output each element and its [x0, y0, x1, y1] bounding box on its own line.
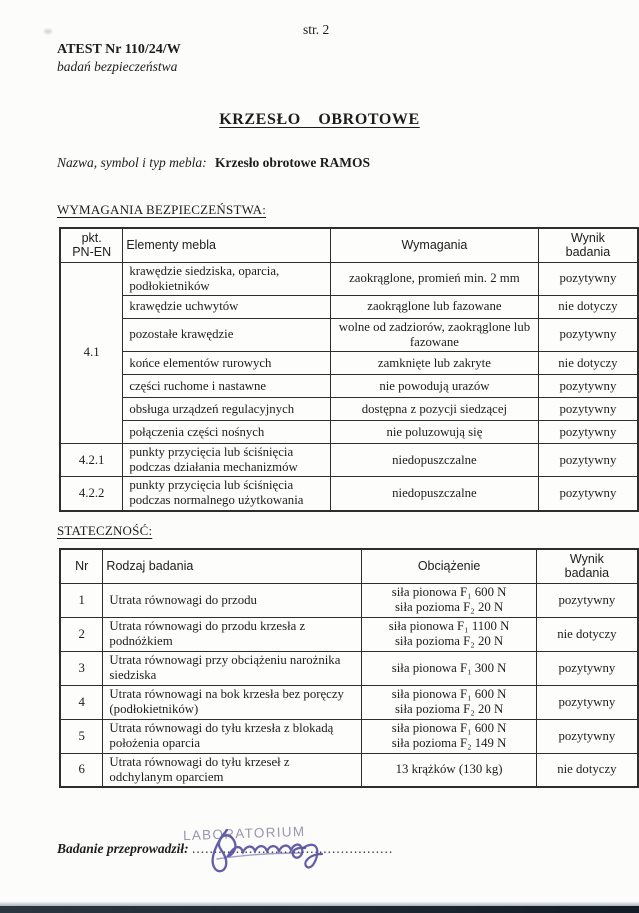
table-row — [60, 262, 638, 295]
cell-nr: 2 — [60, 617, 103, 651]
cell-element: punkty przycięcia lub ściśnięcia podczas działania mechanizmów — [123, 444, 331, 477]
stability-table — [59, 548, 639, 788]
handwritten-signature — [193, 817, 345, 883]
page-number: str. 2 — [303, 22, 330, 37]
cell-wymaganie: niedopuszczalne — [331, 477, 539, 511]
furniture-name-label: Nazwa, symbol i typ mebla: — [57, 155, 207, 170]
cell-wynik: pozytywny — [538, 444, 638, 477]
atest-number: ATEST Nr 110/24/W — [57, 42, 181, 57]
table-row — [60, 583, 638, 617]
header-wynik: Wynik badania — [538, 228, 638, 262]
header-obciazenie: Obciążenie — [362, 549, 536, 583]
table-row — [60, 685, 638, 719]
table-row — [60, 477, 638, 511]
cell-wynik: pozytywny — [538, 421, 638, 444]
cell-wynik: pozytywny — [536, 651, 638, 685]
header-row — [60, 549, 638, 583]
atest-header — [57, 41, 181, 75]
table-row — [60, 753, 638, 787]
scan-edge-dark — [0, 906, 639, 913]
cell-wymaganie: nie poluzowują się — [331, 421, 539, 444]
table-header — [60, 549, 638, 583]
furniture-name-line — [57, 155, 370, 171]
table-row — [60, 352, 638, 375]
cell-badanie: Utrata równowagi na bok krzesła bez poręczy (podłokietników) — [103, 685, 362, 719]
header-pkt: pkt. PN-EN — [60, 228, 123, 262]
cell-element: połączenia części nośnych — [123, 421, 331, 444]
cell-wymaganie: zaokrąglone lub fazowane — [331, 295, 539, 318]
dotted-line: .............................................. — [192, 841, 394, 856]
cell-element: krawędzie siedziska, oparcia, podłokietników — [123, 262, 331, 295]
cell-wymaganie: nie powodują urazów — [331, 375, 539, 398]
cell-obciazenie: siła pionowa F₁ 300 N — [362, 651, 536, 685]
header-wynik: Wynik badania — [536, 549, 638, 583]
cell-nr: 1 — [60, 583, 103, 617]
cell-wymaganie: zamknięte lub zakryte — [331, 352, 539, 375]
cell-wynik: nie dotyczy — [536, 617, 638, 651]
cell-element: pozostałe krawędzie — [123, 318, 331, 351]
signature-label: Badanie przeprowadził: — [57, 841, 189, 856]
header-nr: Nr — [60, 549, 103, 583]
cell-wynik: nie dotyczy — [538, 352, 638, 375]
cell-wynik: pozytywny — [536, 685, 638, 719]
header-wymagania: Wymagania — [331, 228, 539, 262]
cell-wynik: pozytywny — [538, 375, 638, 398]
cell-pkt: 4.2.1 — [60, 444, 123, 477]
table-row — [60, 398, 638, 421]
cell-wynik: pozytywny — [538, 398, 638, 421]
furniture-name-value: Krzesło obrotowe RAMOS — [215, 155, 370, 170]
cell-wynik: pozytywny — [536, 719, 638, 753]
cell-wymaganie: wolne od zadziorów, zaokrąglone lub fazowane — [331, 318, 539, 351]
table-row — [60, 295, 638, 318]
cell-badanie: Utrata równowagi do tyłu krzesła z blokadą położenia oparcia — [103, 719, 362, 753]
cell-badanie: Utrata równowagi do przodu — [103, 583, 362, 617]
cell-nr: 5 — [60, 719, 103, 753]
safety-requirements-table — [59, 227, 639, 512]
document-title: KRZESŁO OBROTOWE — [219, 111, 420, 128]
cell-obciazenie: siła pionowa F₁ 1100 N siła pozioma F₂ 20 N — [362, 617, 536, 651]
cell-obciazenie: siła pionowa F₁ 600 N siła pozioma F₂ 20 N — [362, 685, 536, 719]
stability-section — [57, 523, 639, 788]
cell-wynik: pozytywny — [538, 262, 638, 295]
table-row — [60, 617, 638, 651]
header-rodzaj: Rodzaj badania — [103, 549, 362, 583]
table-row — [60, 375, 638, 398]
table-row — [60, 421, 638, 444]
table-header — [60, 228, 638, 262]
stability-heading: STATECZNOŚĆ: — [57, 523, 153, 538]
cell-wynik: nie dotyczy — [538, 295, 638, 318]
table-row — [60, 719, 638, 753]
cell-obciazenie: siła pionowa F₁ 600 N siła pozioma F₂ 20 N — [362, 583, 536, 617]
cell-element: części ruchome i nastawne — [123, 375, 331, 398]
cell-wynik: nie dotyczy — [536, 753, 638, 787]
cell-obciazenie: siła pionowa F₁ 600 N siła pozioma F₂ 149 N — [362, 719, 536, 753]
cell-element: krawędzie uchwytów — [123, 295, 331, 318]
table-row — [60, 651, 638, 685]
cell-nr: 6 — [60, 753, 103, 787]
safety-requirements-heading: WYMAGANIA BEZPIECZEŃSTWA: — [57, 202, 267, 217]
cell-wynik: pozytywny — [538, 477, 638, 511]
atest-subtitle: badań bezpieczeństwa — [57, 58, 178, 74]
cell-wymaganie: zaokrąglone, promień min. 2 mm — [331, 262, 539, 295]
safety-requirements-section — [57, 202, 639, 512]
cell-element: punkty przycięcia lub ściśnięcia podczas normalnego użytkowania — [123, 477, 331, 511]
table-row — [60, 318, 638, 351]
cell-badanie: Utrata równowagi do tyłu krzeseł z odchylanym oparciem — [103, 753, 362, 787]
cell-wymaganie: dostępna z pozycji siedzącej — [331, 398, 539, 421]
cell-badanie: Utrata równowagi przy obciążeniu narożnika siedziska — [103, 651, 362, 685]
cell-nr: 4 — [60, 685, 103, 719]
cell-pkt: 4.2.2 — [60, 477, 123, 511]
table-row — [60, 444, 638, 477]
header-row — [60, 228, 638, 262]
laboratorium-stamp: LABORATORIUM — [182, 823, 306, 844]
cell-element: obsługa urządzeń regulacyjnych — [123, 398, 331, 421]
cell-wynik: pozytywny — [538, 318, 638, 351]
cell-badanie: Utrata równowagi do przodu krzesła z podnóżkiem — [103, 617, 362, 651]
cell-wymaganie: niedopuszczalne — [331, 444, 539, 477]
cell-obciazenie: 13 krążków (130 kg) — [362, 753, 536, 787]
cell-element: końce elementów rurowych — [123, 352, 331, 375]
header-elementy: Elementy mebla — [123, 228, 331, 262]
cell-wynik: pozytywny — [536, 583, 638, 617]
scan-speck — [44, 29, 52, 34]
cell-pkt: 4.1 — [60, 262, 123, 443]
cell-nr: 3 — [60, 651, 103, 685]
